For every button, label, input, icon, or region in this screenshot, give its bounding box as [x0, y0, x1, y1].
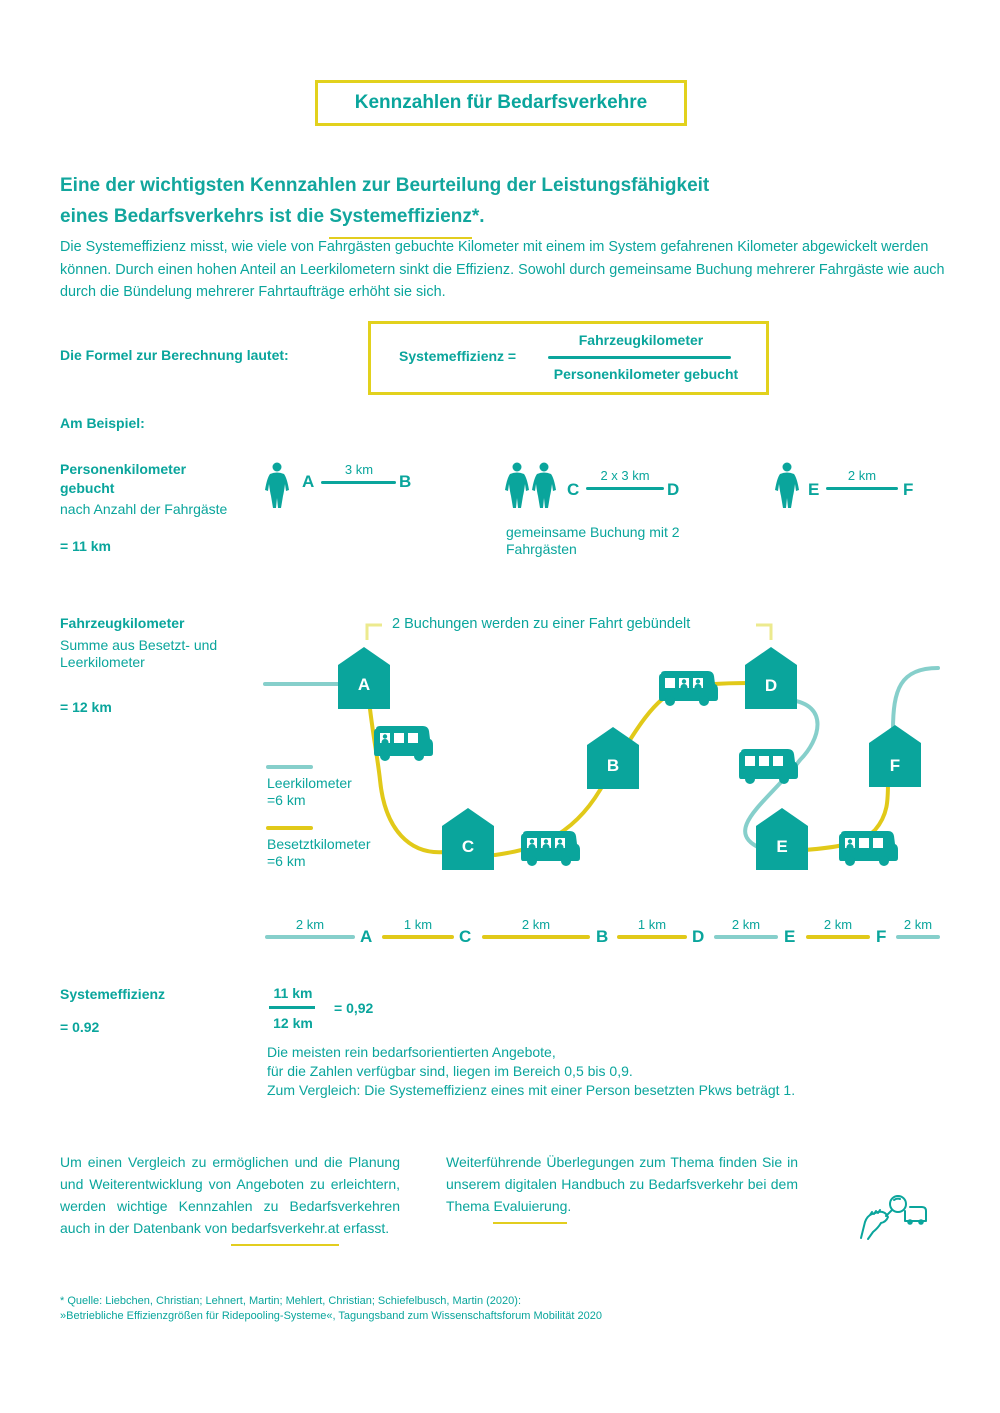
- hand-magnifier-icon: [858, 1192, 932, 1242]
- point-a: A: [302, 472, 315, 491]
- legend-leer-swatch: [266, 765, 313, 769]
- trip-ef-distance: 2 km: [847, 468, 877, 483]
- legend-besetzt: Besetztkilometer =6 km: [267, 836, 371, 869]
- trip-cd-distance: 2 x 3 km: [600, 468, 650, 483]
- headline-line2: eines Bedarfsverkehrs ist die Systemeffizienz*.: [60, 201, 709, 232]
- svg-text:C: C: [461, 837, 475, 856]
- systemeffizienz-heading: Systemeffizienz: [60, 986, 166, 1002]
- footnote: * Quelle: Liebchen, Christian; Lehnert, Martin; Mehlert, Christian; Schiefelbusch, Martin (2020): »Betriebliche Effizienzgrößen für Ridepooling-Systeme«, Tagungsband zum Wissenschaftsforum Mobilität 2020: [60, 1295, 602, 1322]
- svg-text:A: A: [357, 675, 371, 694]
- segment-leer: [896, 935, 940, 939]
- route-point-b: B: [596, 927, 609, 946]
- formula-left: Systemeffizienz =: [399, 348, 517, 364]
- personenkilometer-heading: Personenkilometer gebucht: [60, 461, 187, 496]
- route-point-d: D: [692, 927, 705, 946]
- fahrzeugkilometer-subtext: Summe aus Besetzt- und Leerkilometer: [60, 637, 218, 670]
- result-numerator: 11 km: [273, 985, 313, 1001]
- segment-besetzt: [617, 935, 687, 939]
- formula-label: Die Formel zur Berechnung lautet:: [60, 347, 289, 363]
- example-label: Am Beispiel:: [60, 415, 145, 431]
- legend-besetzt-swatch: [266, 826, 313, 830]
- svg-text:F: F: [889, 756, 901, 775]
- formula-denominator: Personenkilometer gebucht: [553, 366, 739, 382]
- route-point-f: F: [876, 927, 887, 946]
- evaluierung-link[interactable]: Evaluierung: [493, 1195, 567, 1217]
- systemeffizienz-term: Systemeffizienz: [329, 201, 472, 232]
- bracket-left: [367, 625, 382, 640]
- svg-text:E: E: [776, 837, 788, 856]
- point-f: F: [903, 480, 914, 499]
- segment-besetzt: [482, 935, 590, 939]
- handbook-paragraph: Weiterführende Überlegungen zum Thema finden Sie in unserem digitalen Handbuch zu Bedarfsverkehr bei dem Thema Evaluierung.: [446, 1151, 798, 1217]
- bedarfsverkehr-link[interactable]: bedarfsverkehr.at: [231, 1217, 339, 1239]
- page-title: Kennzahlen für Bedarfsverkehre: [354, 92, 648, 113]
- shared-booking-caption: gemeinsame Buchung mit 2 Fahrgästen: [506, 524, 680, 557]
- result-denominator: 12 km: [273, 1015, 313, 1031]
- personenkilometer-subtext: nach Anzahl der Fahrgäste: [60, 501, 228, 517]
- headline-line1: Eine der wichtigsten Kennzahlen zur Beurteilung der Leistungsfähigkeit: [60, 175, 710, 196]
- point-e: E: [808, 480, 820, 499]
- result-value: = 0,92: [334, 1000, 374, 1016]
- trip-ab-distance: 3 km: [344, 462, 374, 477]
- systemeffizienz-value: = 0.92: [60, 1019, 100, 1035]
- point-c: C: [567, 480, 580, 499]
- bundle-note: 2 Buchungen werden zu einer Fahrt gebündelt: [392, 616, 691, 632]
- route-point-a: A: [360, 927, 373, 946]
- segment-besetzt: [806, 935, 870, 939]
- segment-leer: [265, 935, 355, 939]
- bracket-right: [756, 625, 771, 640]
- result-fraction-bar: [269, 1006, 315, 1009]
- point-b: B: [399, 472, 412, 491]
- intro-paragraph: Die Systemeffizienz misst, wie viele von Fahrgästen gebuchte Kilometer mit einem im System gefahrenen Kilometer abgewickelt werden können. Durch einen hohen Anteil an Leerkilometern sinkt die Effizienz. Sowohl durch gemeinsame Buchung mehrerer Fahrgäste wie auch durch die Bündelung mehrerer Fahrtaufträge erhöht sie sich.: [60, 239, 945, 300]
- point-d: D: [667, 480, 680, 499]
- svg-text:D: D: [764, 676, 778, 695]
- svg-text:B: B: [606, 756, 620, 775]
- comparison-note: Die meisten rein bedarfsorientierten Angebote, für die Zahlen verfügbar sind, liegen im Bereich 0,5 bis 0,9. Zum Vergleich: Die Systemeffizienz eines mit einer Person besetzten Pkws beträgt 1.: [267, 1044, 796, 1098]
- formula-numerator: Fahrzeugkilometer: [578, 332, 704, 348]
- personenkilometer-value: = 11 km: [60, 538, 111, 554]
- route-point-c: C: [459, 927, 472, 946]
- fahrzeugkilometer-heading: Fahrzeugkilometer: [60, 615, 185, 631]
- segment-besetzt: [382, 935, 454, 939]
- legend-leer: Leerkilometer =6 km: [267, 775, 352, 808]
- route-point-e: E: [784, 927, 796, 946]
- database-paragraph: Um einen Vergleich zu ermöglichen und die Planung und Weiterentwicklung von Angeboten zu erleichtern, werden wichtige Kennzahlen zu Bedarfsverkehren auch in der Datenbank von bedarfsverkehr.at erfasst.: [60, 1151, 400, 1239]
- fahrzeugkilometer-value: = 12 km: [60, 699, 112, 715]
- segment-leer: [714, 935, 778, 939]
